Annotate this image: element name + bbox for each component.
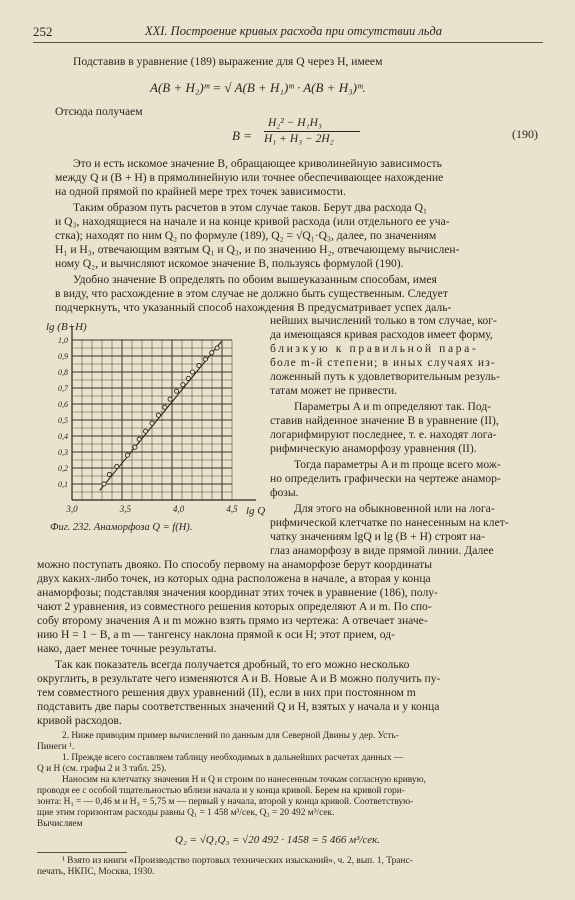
footnote-rule [37,852,127,853]
y-tick-label: 0,3 [58,448,68,457]
p9-line-3: тем совместного решения двух уравнений (II), если в них при постоянном m [37,686,416,699]
p2-line-1: Отсюда получаем [55,105,143,118]
footnote-line-1: ¹ Взято из книги «Производство портовых технических изысканий», ч. 2, вып. 1, Транс- [62,856,413,866]
x-tick-label: 4,5 [226,504,238,514]
y-axis-label: lg (B+H) [46,321,87,333]
header-rule [33,42,543,43]
p4-line-3: стка); находят по ним Q₂ по формуле (189), Q₂ = √Q₁·Q₃, далее, по значениям [55,229,437,242]
small-s1-line-1: 2. Ниже приводим пример вычислений по данным для Северной Двины у дер. Усть- [62,731,399,741]
y-tick-label: 0,2 [58,464,68,473]
p9-line-2: округлить, в результате чего изменяются A и B. Новые A и B можно получить пу- [37,672,441,685]
eq190-tag: (190) [512,127,538,141]
data-point [102,482,106,486]
x-tick-label: 3,5 [119,504,131,514]
p6-line-4: рифмическую анаморфозу уравнения (II). [270,442,477,455]
p8-line-4: глаз анаморфозу в виде прямой линии. Далее [270,544,494,557]
side-line-2: да имеющаяся кривая расходов имеет форму, [270,328,493,341]
data-point [144,429,148,433]
small-s2-line-1: 1. Прежде всего составляем таблицу необходимых в дальнейших расчетах данных — [62,753,404,763]
data-point [168,397,172,401]
p8-full-line-7: нако, дает менее точные результаты. [37,642,217,655]
anamorphosis-chart [30,310,266,540]
small-s1-line-2: Пинеги ¹. [37,742,75,752]
y-tick-label: 0,6 [58,400,68,409]
p6-line-3: логарифмируют последнее, т. е. находят лога- [270,428,497,441]
p5-line-2: в виду, что расхождение в этом случае не должно быть существенным. Следует [55,287,448,300]
data-point [107,472,111,476]
data-point [125,453,129,457]
p5-line-1: Удобно значение B определять по обоим вышеуказанным способам, имея [73,273,437,286]
small-s3-line-3: зонта: H₁ = — 0,46 м и H₃ = 5,75 м — первый у начала, второй у конца кривой. Соответствую- [37,797,414,807]
small-s3-line-2: проводя ее с особой тщательностью вблизи начала и у конца кривой. Берем на кривой гори- [37,786,405,796]
data-point [210,351,214,355]
side-line-1: нейших вычислений только в том случае, ког- [270,314,497,327]
small-s3-line-4: щие этим горизонтам расходы равны Q₁ = 1 458 м³/сек, Q₃ = 20 492 м³/сек. [37,808,335,818]
y-tick-label: 0,1 [58,480,68,489]
p9-line-1: Так как показатель всегда получается дробный, то его можно несколько [55,658,410,671]
p9-line-5: кривой расходов. [37,714,122,727]
eq190-denominator: H₁ + H₃ − 2H₂ [264,133,334,145]
figure-232 [30,310,266,540]
p8-line-3: чатку значениям lgQ и lg (B + H) строят на- [270,530,485,543]
data-point [190,370,194,374]
side-line-4: болe m-й степени; в иных случаях из- [270,356,496,369]
p4-line-2: и Q₃, находящиеся на начале и на конце кривой расхода (или отдельного ее уча- [55,215,450,228]
page-number: 252 [33,24,53,39]
p8-full-line-2: двух каких-либо точек, из которых одна расположена в начале, а вторая у конца [37,572,431,585]
data-point [150,421,154,425]
data-point [197,364,201,368]
data-point [115,464,119,468]
small-s3-line-1: Наносим на клетчатку значения H и Q и строим по нанесенным точкам согласную кривую, [62,775,426,785]
p8-line-1: Для этого на обыкновенной или на лога- [294,502,495,515]
y-tick-label: 0,8 [58,368,68,377]
p8-full-line-5: собу второму значения A и m можно взять прямо из чертежа: A отвечает значе- [37,614,428,627]
x-tick-label: 3,0 [66,504,78,514]
p8-line-2: рифмической клетчатке по нанесенным на клет- [270,516,509,529]
p7-line-1: Тогда параметры A и m проще всего мож- [294,458,501,471]
footnote-line-2: печать, НКПС, Москва, 1930. [37,867,155,877]
p4-line-4: H₁ и H₃, отвечающим взятым Q₁ и Q₃, и по значению H₂, отвечающему вычислен- [55,243,460,256]
y-tick-label: 0,7 [58,384,68,393]
p4-line-1: Таким образом путь расчетов в этом случае таков. Берут два расхода Q₁ [73,201,428,214]
data-point [133,445,137,449]
p8-full-line-6: нию H = 1 − B, а m — тангенсу наклона прямой к оси H; этот прием, од- [37,628,395,641]
p3-line-3: на одной прямой по крайней мере трех точек зависимости. [55,185,346,198]
side-line-5: ложенный путь к удовлетворительным резуль- [270,370,500,383]
data-point [137,437,141,441]
data-point [181,383,185,387]
figure-caption: Фиг. 232. Анаморфоза Q = f(H). [50,522,193,533]
p3-line-2: между Q и (B + H) в прямолинейную или точнее обеспечивающее нахождение [55,171,444,184]
eq190-lhs: B = [232,128,252,143]
p8-full-line-3: анаморфозы; подставляя значения координат этих точек в уравнение (186), полу- [37,586,438,599]
eq190-numerator: H₂² − H₁H₃ [268,117,322,129]
small-s2-line-2: Q и H (см. графы 2 и 3 табл. 25). [37,764,167,774]
p6-line-1: Параметры A и m определяют так. Под- [294,400,492,413]
p4-line-5: ному Q₂, и вычисляют искомое значение B, пользуясь формулой (190). [55,257,404,270]
y-tick-label: 0,4 [58,432,68,441]
side-line-3: близкую к правильной пара- [270,342,479,355]
x-axis-label: lg Q [246,505,266,517]
y-tick-label: 0,9 [58,352,68,361]
eq190-fraction-bar [264,131,360,132]
p7-line-3: фозы. [270,486,299,499]
p9-line-4: подставить две пары соответственных значений Q и H, взятых у начала и у конца [37,700,440,713]
data-point [215,346,219,350]
equation-1: A(B + H₂)ᵐ = √ A(B + H₁)ᵐ · A(B + H₃)ᵐ. [150,80,366,95]
data-point [203,357,207,361]
x-tick-label: 4,0 [173,504,185,514]
data-point [174,389,178,393]
p5-line-3: подчеркнуть, что указанный способ нахождения B предусматривает успех даль- [55,301,452,314]
data-point [163,405,167,409]
q2-formula: Q₂ = √Q₁Q₃ = √20 492 · 1458 = 5 466 м³/сек. [175,834,381,846]
p8-full-line-4: чают 2 уравнения, из совместного решения которых определяют A и m. По спо- [37,600,432,613]
small-s3-line-5: Вычисляем [37,819,83,829]
p7-line-2: но определить графически на чертеже анамор- [270,472,501,485]
p8-full-line-1: можно поступать двояко. По способу первому на анаморфозе берут координаты [37,558,432,571]
data-point [156,413,160,417]
data-point [186,376,190,380]
p1-line-1: Подставив в уравнение (189) выражение для Q через H, имеем [73,55,383,68]
running-title: XXI. Построение кривых расхода при отсутствии льда [145,24,443,38]
p3-line-1: Это и есть искомое значение B, обращающее криволинейную зависимость [73,157,442,170]
y-tick-label: 1,0 [58,336,68,345]
y-tick-label: 0,5 [58,416,68,425]
side-line-6: татам может не привести. [270,384,398,397]
p6-line-2: ставив найденное значение B в уравнение (II), [270,414,499,427]
